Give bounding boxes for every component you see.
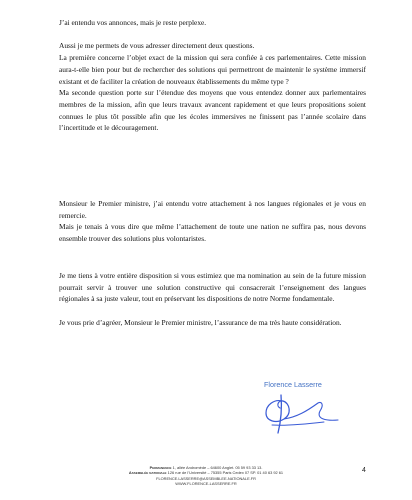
footer-assemblee-label: Assemblée nationale — [128, 470, 167, 476]
letter-body-bottom — [59, 270, 366, 329]
paragraph-disposition: Je me tiens à votre entière disposition si vous estimiez que ma nomination au sein de la future mission pourrait servir à trouver une solution constructive qui consacrerait l’enseignement des langues régionales à sa juste valeur, tout en préservant les dispositions de notre Norme fondamentale. — [59, 271, 366, 304]
footer-assemblee-address: 126 rue de l’Université – 75355 Paris Cedex 07 SP. 01 40 63 92 61 — [167, 470, 284, 476]
letter-body-middle — [59, 198, 366, 245]
letterhead-footer — [0, 465, 412, 487]
footer-website: WWW.FLORENCE-LASSERRE.FR — [175, 481, 237, 487]
handwritten-signature — [252, 389, 342, 437]
page-number: 4 — [362, 467, 366, 474]
footer-email: FLORENCE.LASSERRE@ASSEMBLEE-NATIONALE.FR — [156, 475, 256, 481]
paragraph-langues-regionales: Monsieur le Premier ministre, j’ai entendu votre attachement à nos langues régionales et je vous en remercie. — [59, 199, 366, 220]
paragraph-salutation: Je vous prie d’agréer, Monsieur le Premier ministre, l’assurance de ma très haute considération. — [59, 317, 342, 327]
footer-permanence-label: Permanence — [149, 465, 172, 470]
paragraph-solutions-volontaristes: Mais je tenais à vous dire que même l’attachement de toute une nation ne suffira pas, nous devons ensemble trouver des solutions plus volontaristes. — [59, 222, 366, 244]
signatory-name: Florence Lasserre — [264, 380, 322, 389]
paragraph-perplexe: J’ai entendu vos annonces, mais je reste perplexe. — [59, 18, 207, 27]
paragraph-premiere-question: La première concerne l’objet exact de la mission qui sera confiée à ces parlementaires. Cette mission aura-t-elle bien pour but de rechercher des solutions qui permettront de maintenir le système immersif existant et de faciliter la création de nouveaux établissements du même type ? — [59, 53, 366, 86]
letter-body-top — [59, 17, 366, 134]
paragraph-seconde-question: Ma seconde question porte sur l’étendue des moyens que vous entendez donner aux parlementaires membres de la mission, afin que leurs travaux avancent rapidement et que leurs propositions soient connues le plus tôt possible afin que les écoles immersives ne finissent pas l’année scolaire dans l’incertitude et le découragement. — [59, 88, 366, 133]
paragraph-deux-questions: Aussi je me permets de vous adresser directement deux questions. — [59, 41, 255, 51]
footer-permanence-address: 1, allée Andromède – 64600 Anglet. 05 59 93 33 13. — [172, 465, 263, 470]
